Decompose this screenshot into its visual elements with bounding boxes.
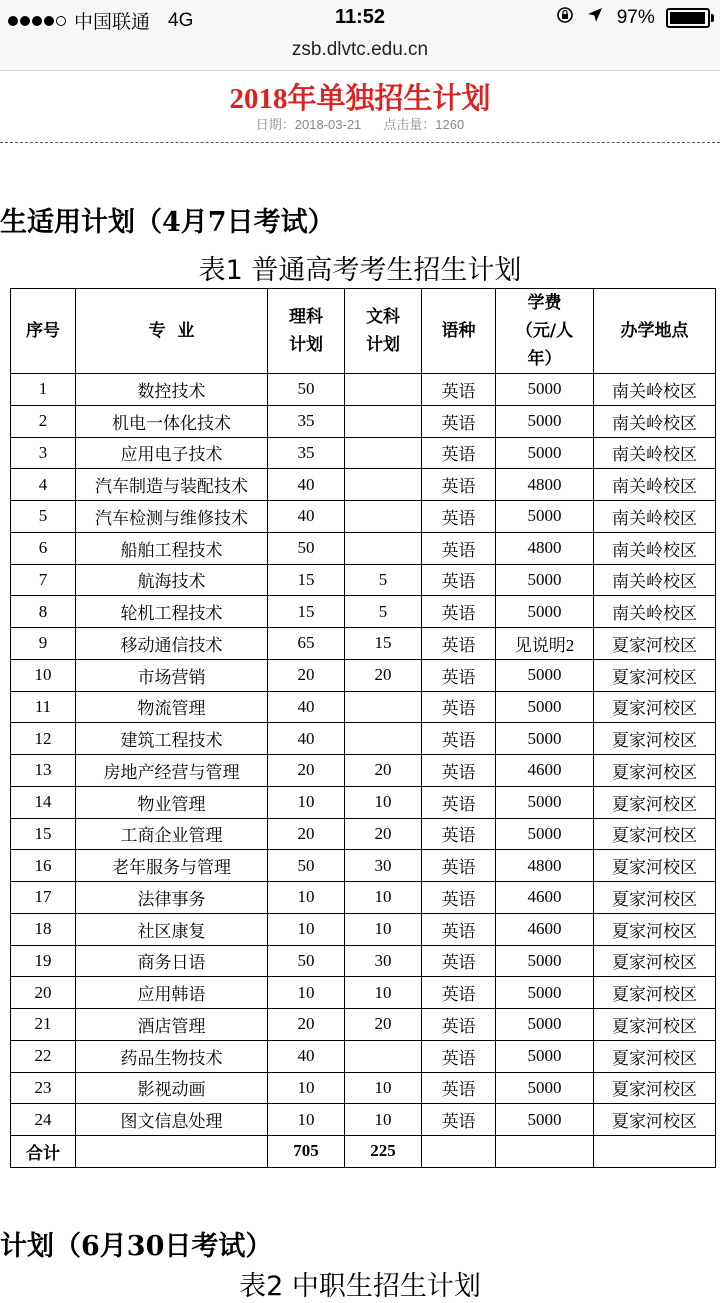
table-row [11, 405, 716, 437]
table-cell: 10 [345, 786, 422, 818]
table-cell: 英语 [422, 723, 496, 755]
table-cell: 5000 [496, 723, 594, 755]
table-cell: 船舶工程技术 [76, 532, 268, 564]
table-cell: 20 [345, 659, 422, 691]
table-row [11, 564, 716, 596]
table-cell: 物业管理 [76, 786, 268, 818]
header-cell: 文科计划 [345, 289, 422, 374]
header-cell: 学费（元/人年） [496, 289, 594, 374]
table-cell: 8 [11, 596, 76, 628]
table-cell: 15 [268, 596, 345, 628]
table-cell: 英语 [422, 1009, 496, 1041]
table-cell: 英语 [422, 659, 496, 691]
table-cell: 6 [11, 532, 76, 564]
table-cell: 20 [268, 818, 345, 850]
table-cell: 夏家河校区 [594, 659, 716, 691]
table-row [11, 659, 716, 691]
table-row [11, 850, 716, 882]
carrier-name: 中国联通 [74, 12, 151, 33]
table-cell [345, 532, 422, 564]
table-cell: 英语 [422, 977, 496, 1009]
table-cell: 4800 [496, 850, 594, 882]
table-row [11, 437, 716, 469]
table-cell: 英语 [422, 1104, 496, 1136]
table-cell: 10 [268, 1104, 345, 1136]
table-cell: 夏家河校区 [594, 882, 716, 914]
table-cell: 50 [268, 532, 345, 564]
table-row [11, 1104, 716, 1136]
table-cell [345, 501, 422, 533]
table-title: 表1 普通高考考生招生计划 [198, 255, 522, 286]
table-cell: 50 [268, 374, 345, 406]
table-cell: 65 [268, 628, 345, 660]
table-cell: 5000 [496, 405, 594, 437]
table-cell: 商务日语 [76, 945, 268, 977]
table-cell: 11 [11, 691, 76, 723]
table-cell: 18 [11, 913, 76, 945]
table-cell: 4600 [496, 882, 594, 914]
table-cell: 见说明2 [496, 628, 594, 660]
table-row [11, 1009, 716, 1041]
table-cell: 4800 [496, 532, 594, 564]
table-cell: 40 [268, 469, 345, 501]
table-row [11, 882, 716, 914]
table-cell: 英语 [422, 913, 496, 945]
table-cell: 10 [268, 977, 345, 1009]
status-bar [0, 0, 720, 36]
table-cell: 10 [345, 1072, 422, 1104]
table-cell: 英语 [422, 437, 496, 469]
table-cell: 50 [268, 945, 345, 977]
table-title-2-text: 表2 中职生招生计划 [239, 1271, 481, 1302]
table-cell: 市场营销 [76, 659, 268, 691]
table-cell: 50 [268, 850, 345, 882]
table-cell [345, 1040, 422, 1072]
table-cell: 5000 [496, 691, 594, 723]
table-cell: 南关岭校区 [594, 564, 716, 596]
table-cell: 21 [11, 1009, 76, 1041]
table-cell: 南关岭校区 [594, 532, 716, 564]
table-cell: 夏家河校区 [594, 818, 716, 850]
table-cell: 英语 [422, 755, 496, 787]
table-cell: 5000 [496, 596, 594, 628]
table-cell: 夏家河校区 [594, 1040, 716, 1072]
table-cell: 酒店管理 [76, 1009, 268, 1041]
address-bar[interactable] [0, 36, 720, 71]
article-date: 日期：2018-03-21 [255, 117, 362, 132]
table-cell: 15 [11, 818, 76, 850]
table-cell: 10 [268, 786, 345, 818]
table-cell: 17 [11, 882, 76, 914]
table-cell: 汽车检测与维修技术 [76, 501, 268, 533]
table-title-2 [0, 1264, 720, 1302]
table-cell: 图文信息处理 [76, 1104, 268, 1136]
table-cell: 夏家河校区 [594, 723, 716, 755]
table-cell: 5000 [496, 659, 594, 691]
table-cell: 30 [345, 850, 422, 882]
table-cell: 20 [345, 818, 422, 850]
table-cell: 夏家河校区 [594, 850, 716, 882]
table-cell: 9 [11, 628, 76, 660]
table-cell: 5000 [496, 501, 594, 533]
table-cell: 30 [345, 945, 422, 977]
table-cell: 英语 [422, 1072, 496, 1104]
table-cell: 夏家河校区 [594, 977, 716, 1009]
table-cell: 南关岭校区 [594, 437, 716, 469]
table-cell: 20 [268, 1009, 345, 1041]
table-row [11, 723, 716, 755]
table-row [11, 1072, 716, 1104]
table-row [11, 501, 716, 533]
total-cell: 合计 [11, 1136, 76, 1168]
table-cell: 夏家河校区 [594, 1072, 716, 1104]
table-cell: 影视动画 [76, 1072, 268, 1104]
table-cell: 5000 [496, 786, 594, 818]
table-cell: 2 [11, 405, 76, 437]
table-cell: 5000 [496, 1040, 594, 1072]
table-row [11, 374, 716, 406]
table-cell: 4800 [496, 469, 594, 501]
table-cell: 12 [11, 723, 76, 755]
table-row [11, 945, 716, 977]
table-cell: 20 [345, 755, 422, 787]
total-cell [594, 1136, 716, 1168]
table-cell: 7 [11, 564, 76, 596]
table-cell: 英语 [422, 374, 496, 406]
total-cell: 225 [345, 1136, 422, 1168]
header-cell: 办学地点 [594, 289, 716, 374]
table-cell: 10 [11, 659, 76, 691]
table-cell: 4 [11, 469, 76, 501]
article-title: 2018年单独招生计划 [229, 83, 491, 115]
table-cell: 4600 [496, 913, 594, 945]
table-cell: 夏家河校区 [594, 913, 716, 945]
article-meta [0, 114, 720, 133]
table-cell: 英语 [422, 596, 496, 628]
table-cell: 物流管理 [76, 691, 268, 723]
table-cell: 汽车制造与装配技术 [76, 469, 268, 501]
total-cell [76, 1136, 268, 1168]
table-cell: 移动通信技术 [76, 628, 268, 660]
table-cell: 19 [11, 945, 76, 977]
table-cell: 英语 [422, 405, 496, 437]
table-cell: 老年服务与管理 [76, 850, 268, 882]
table-cell: 5000 [496, 1009, 594, 1041]
table-cell: 10 [345, 977, 422, 1009]
table-cell: 英语 [422, 786, 496, 818]
table-row [11, 913, 716, 945]
table-cell: 英语 [422, 818, 496, 850]
table-cell: 航海技术 [76, 564, 268, 596]
table-cell: 5 [345, 596, 422, 628]
table-cell: 夏家河校区 [594, 628, 716, 660]
table-cell: 20 [345, 1009, 422, 1041]
status-icons [556, 6, 710, 30]
table-row [11, 469, 716, 501]
table-cell: 英语 [422, 628, 496, 660]
table-cell: 20 [268, 659, 345, 691]
table-row [11, 691, 716, 723]
table-cell: 轮机工程技术 [76, 596, 268, 628]
table-cell: 40 [268, 1040, 345, 1072]
table-cell: 英语 [422, 532, 496, 564]
table-row [11, 628, 716, 660]
header-cell: 专 业 [76, 289, 268, 374]
table-cell: 22 [11, 1040, 76, 1072]
table-cell: 5000 [496, 1072, 594, 1104]
table-cell: 5000 [496, 977, 594, 1009]
table-cell: 英语 [422, 564, 496, 596]
article-hits: 点击量：1260 [383, 117, 465, 132]
table-cell [345, 437, 422, 469]
table-cell: 20 [11, 977, 76, 1009]
table-cell: 5000 [496, 564, 594, 596]
table-cell: 应用韩语 [76, 977, 268, 1009]
table-cell: 法律事务 [76, 882, 268, 914]
table-cell: 房地产经营与管理 [76, 755, 268, 787]
table-cell: 夏家河校区 [594, 786, 716, 818]
section-heading-2: 计划（6月30日考试） [0, 1231, 273, 1262]
table-cell [345, 374, 422, 406]
table-cell: 23 [11, 1072, 76, 1104]
table-cell: 10 [268, 913, 345, 945]
table-row [11, 755, 716, 787]
table-cell [345, 723, 422, 755]
total-cell [496, 1136, 594, 1168]
battery-icon [666, 8, 710, 28]
table-cell: 10 [268, 1072, 345, 1104]
table-cell: 15 [268, 564, 345, 596]
table-cell: 英语 [422, 1040, 496, 1072]
table-row [11, 532, 716, 564]
table-cell: 夏家河校区 [594, 945, 716, 977]
table-cell: 20 [268, 755, 345, 787]
url-text[interactable]: zsb.dlvtc.edu.cn [291, 39, 429, 60]
table-cell [345, 469, 422, 501]
header-cell: 语种 [422, 289, 496, 374]
table-row [11, 596, 716, 628]
table-row [11, 977, 716, 1009]
table-cell: 建筑工程技术 [76, 723, 268, 755]
table-cell: 英语 [422, 501, 496, 533]
table-cell: 35 [268, 405, 345, 437]
table-cell: 工商企业管理 [76, 818, 268, 850]
table-cell: 夏家河校区 [594, 1009, 716, 1041]
table-cell: 15 [345, 628, 422, 660]
table-cell: 5000 [496, 1104, 594, 1136]
table-cell: 5000 [496, 945, 594, 977]
battery-percent: 97% [616, 7, 655, 28]
table-cell: 35 [268, 437, 345, 469]
table-cell: 英语 [422, 850, 496, 882]
table-cell: 10 [345, 1104, 422, 1136]
table-cell: 10 [345, 913, 422, 945]
table-cell: 应用电子技术 [76, 437, 268, 469]
table-cell: 4600 [496, 755, 594, 787]
header-cell: 理科计划 [268, 289, 345, 374]
table-cell: 10 [345, 882, 422, 914]
table-header-row [11, 289, 716, 374]
table-cell: 5 [345, 564, 422, 596]
table-cell: 南关岭校区 [594, 374, 716, 406]
table-cell: 南关岭校区 [594, 469, 716, 501]
table-row [11, 786, 716, 818]
table-cell: 16 [11, 850, 76, 882]
table-cell: 5 [11, 501, 76, 533]
total-cell: 705 [268, 1136, 345, 1168]
table-cell: 英语 [422, 691, 496, 723]
table-row [11, 818, 716, 850]
table-cell: 英语 [422, 882, 496, 914]
clock: 11:52 [334, 6, 386, 28]
table-cell: 40 [268, 723, 345, 755]
table-cell [345, 691, 422, 723]
table-cell: 数控技术 [76, 374, 268, 406]
header-cell: 序号 [11, 289, 76, 374]
table-cell: 14 [11, 786, 76, 818]
table-cell: 5000 [496, 374, 594, 406]
table-row [11, 1040, 716, 1072]
table-cell: 5000 [496, 437, 594, 469]
enrollment-plan-table [10, 288, 716, 1168]
total-cell [422, 1136, 496, 1168]
table-cell: 夏家河校区 [594, 691, 716, 723]
table-cell: 药品生物技术 [76, 1040, 268, 1072]
table-cell: 南关岭校区 [594, 501, 716, 533]
divider [0, 142, 720, 143]
table-cell: 10 [268, 882, 345, 914]
table-cell [345, 405, 422, 437]
table-cell: 南关岭校区 [594, 405, 716, 437]
table-cell: 40 [268, 691, 345, 723]
rotation-lock-icon [556, 8, 579, 29]
table-cell: 英语 [422, 469, 496, 501]
table-cell: 13 [11, 755, 76, 787]
table-cell: 3 [11, 437, 76, 469]
network-type: 4G [168, 9, 194, 31]
table-cell: 夏家河校区 [594, 1104, 716, 1136]
table-cell: 夏家河校区 [594, 755, 716, 787]
table-cell: 社区康复 [76, 913, 268, 945]
table-cell: 40 [268, 501, 345, 533]
section-heading: 生适用计划（4月7日考试） [0, 207, 335, 238]
table-cell: 1 [11, 374, 76, 406]
table-cell: 机电一体化技术 [76, 405, 268, 437]
location-arrow-icon [587, 7, 608, 28]
table-cell: 24 [11, 1104, 76, 1136]
table-total-row [11, 1136, 716, 1168]
table-cell: 南关岭校区 [594, 596, 716, 628]
table-cell: 5000 [496, 818, 594, 850]
table-cell: 英语 [422, 945, 496, 977]
